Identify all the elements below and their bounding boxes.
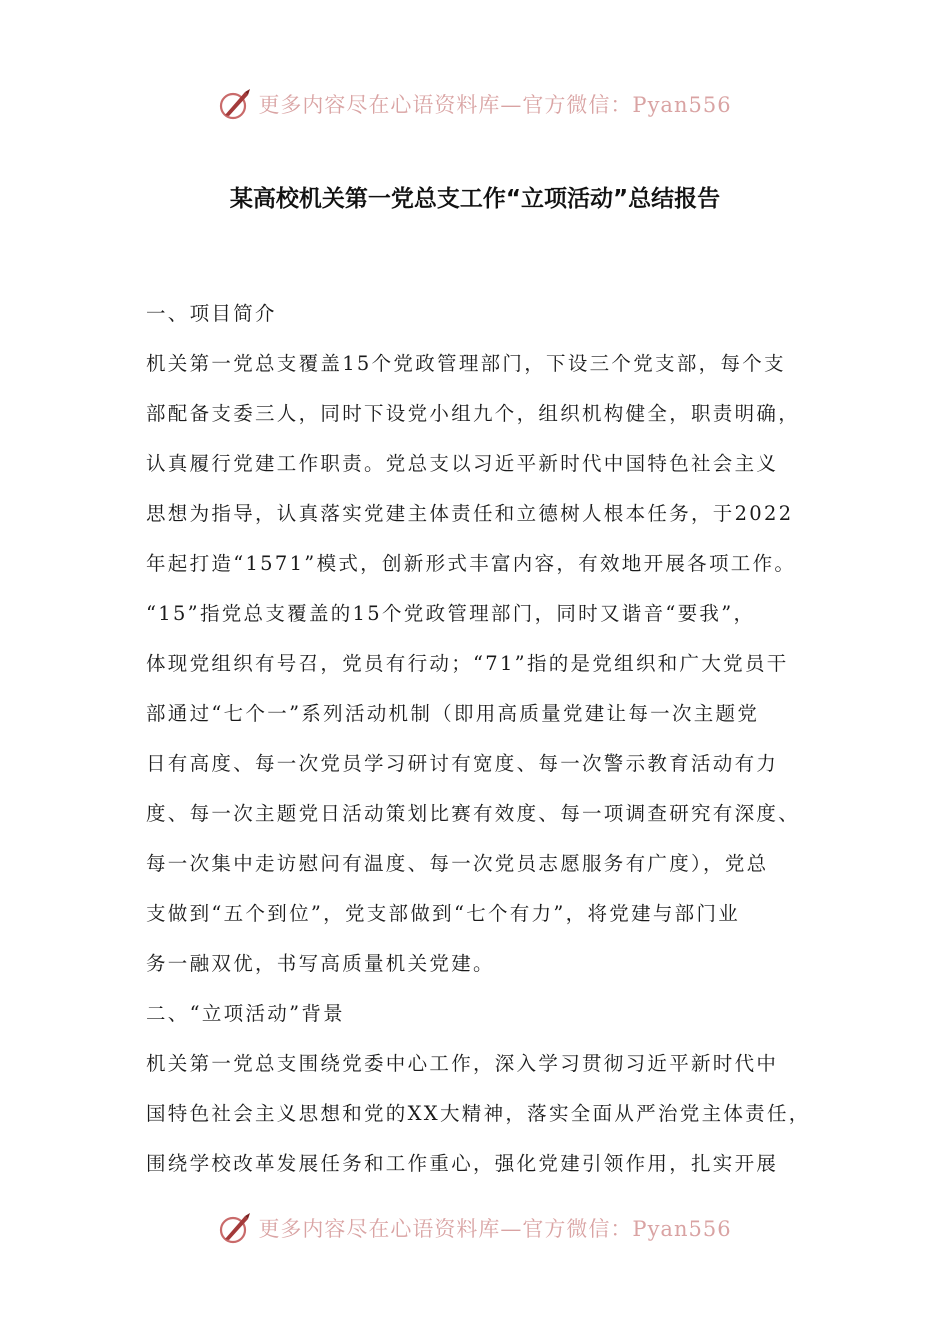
text-line: 国特色社会主义思想和党的XX大精神，落实全面从严治党主体责任， (146, 1102, 811, 1125)
watermark-text: 更多内容尽在心语资料库—官方微信：Pyan556 (258, 1217, 732, 1241)
text-line: 认真履行党建工作职责。党总支以习近平新时代中国特色社会主义 (146, 452, 779, 475)
watermark-footer (0, 1208, 950, 1248)
document-body (146, 296, 836, 1196)
text-line: 思想为指导，认真落实党建主体责任和立德树人根本任务，于2022 (146, 502, 794, 525)
text-line: 度、每一次主题党日活动策划比赛有效度、每一项调查研究有深度、 (146, 802, 801, 825)
quill-pen-logo-icon (218, 1211, 252, 1245)
text-line: 部通过“七个一”系列活动机制（即用高质量党建让每一次主题党 (146, 702, 760, 725)
document-title: 某高校机关第一党总支工作“立项活动”总结报告 (229, 186, 721, 212)
text-line: 支做到“五个到位”，党支部做到“七个有力”，将党建与部门业 (146, 902, 741, 925)
quill-pen-logo-icon (218, 87, 252, 121)
text-line: 务一融双优，书写高质量机关党建。 (146, 952, 495, 975)
text-line: 部配备支委三人，同时下设党小组九个，组织机构健全，职责明确， (146, 402, 801, 425)
text-line: 机关第一党总支覆盖15个党政管理部门，下设三个党支部，每个支 (146, 352, 786, 375)
text-line: 围绕学校改革发展任务和工作重心，强化党建引领作用，扎实开展 (146, 1152, 779, 1175)
watermark-text: 更多内容尽在心语资料库—官方微信：Pyan556 (258, 93, 732, 117)
text-line: 二、“立项活动”背景 (146, 1002, 345, 1025)
text-line: 一、项目简介 (146, 302, 277, 325)
text-line: 体现党组织有号召，党员有行动；“71”指的是党组织和广大党员干 (146, 652, 789, 675)
text-line: 机关第一党总支围绕党委中心工作，深入学习贯彻习近平新时代中 (146, 1052, 779, 1075)
watermark-header (0, 84, 950, 124)
text-line: 每一次集中走访慰问有温度、每一次党员志愿服务有广度），党总 (146, 852, 769, 875)
text-line: 日有高度、每一次党员学习研讨有宽度、每一次警示教育活动有力 (146, 752, 779, 775)
text-line: “15”指党总支覆盖的15个党政管理部门，同时又谐音“要我”， (146, 602, 756, 625)
text-line: 年起打造“1571”模式，创新形式丰富内容，有效地开展各项工作。 (146, 552, 797, 575)
